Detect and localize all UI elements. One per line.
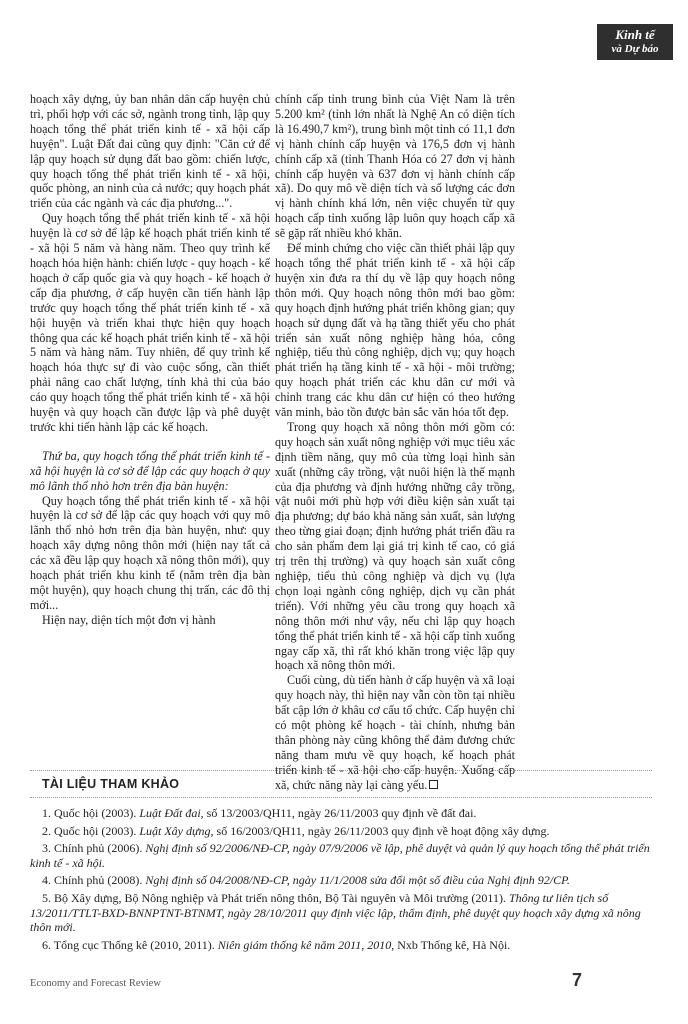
reference-item: 2. Quốc hội (2003). Luật Xây dựng, số 16/2003/QH11, ngày 26/11/2003 quy định về hoạt động xây dựng.	[42, 823, 550, 838]
right-paragraph-2: Để minh chứng cho việc cần thiết phải lập quy hoạch tổng thể phát triển kinh tế - xã hội cấp huyện xin đưa ra thí dụ về lập quy hoạch nông thôn mới. Quy hoạch nông thôn mới bao gồm: quy hoạch định hướng phát triển không gian; quy hoạch sử dụng đất và hạ tầng thiết yếu cho phát triển sản xuất nông nghiệp hàng hóa, công nghiệp, tiểu thủ công nghiệp, dịch vụ; quy hoạch phát triển hạ tầng kinh tế - xã hội - môi trường; quy hoạch phát triển các khu dân cư mới và chỉnh trang các khu dân cư hiện có theo hướng văn minh, bảo tồn được bản sắc văn hóa tốt đẹp.	[275, 241, 515, 420]
reference-item: 4. Chính phủ (2008). Nghị định số 04/2008/NĐ-CP, ngày 11/1/2008 sửa đổi một số điều của Nghị định 92/CP.	[42, 873, 570, 888]
references-list	[30, 806, 652, 952]
right-paragraph-3: Trong quy hoạch xã nông thôn mới gồm có: quy hoạch sản xuất nông nghiệp với mục tiêu xác định tiềm năng, quy mô của từng loại hình sản xuất (những cây trồng, vật nuôi hiện là thế mạnh của địa phương và định hướng những cây trồng, vật nuôi mới phù hợp với điều kiện sản xuất tại địa phương; dự báo khả năng sản xuất, sản lượng theo từng giai đoạn; định hướng phát triển đầu ra cho sản phẩm đem lại giá trị kinh tế cao, có giá trị trên thị trường) và quy hoạch sản xuất công nghiệp, tiểu thủ công nghiệp và dịch vụ (lựa chọn loại ngành công nghiệp, dịch vụ cần phát triển). Với những yêu cầu trong quy hoạch xã nông thôn mới như vậy, nếu chỉ lập quy hoạch tổng thể phát triển kinh tế - xã hội cấp tỉnh xuống ngay cấp xã, thì rất khó khăn trong việc lập quy hoạch xã nông thôn mới.	[275, 419, 515, 673]
page-number: 7	[572, 970, 583, 990]
references-top-rule	[30, 770, 652, 771]
journal-footer: Economy and Forecast Review	[30, 978, 161, 989]
references-section	[30, 770, 652, 955]
left-section-heading: Thứ ba, quy hoạch tổng thể phát triển kinh tế - xã hội huyện là cơ sở để lập các quy hoạch ở quy mô lãnh thổ nhỏ hơn trên địa bàn huyện:	[30, 448, 270, 493]
logo-line-1: Kinh tế	[615, 27, 655, 42]
right-paragraph-4-text: Cuối cùng, dù tiến hành ở cấp huyện và xã loại quy hoạch này, thì hiện nay vẫn còn tồn tại nhiều bất cập lớn ở khâu cơ cấu tổ chức. Cấp huyện chỉ có một phòng kế hoạch - tài chính, nhưng bản thân phòng này cũng không thể đảm đương chức năng tham mưu về quy hoạch, kế hoạch phát triển kinh tế - xã hội cho cấp huyện. Xuống cấp xã, chức năng này lại càng yếu.	[275, 673, 515, 792]
reference-item: 5. Bộ Xây dựng, Bộ Nông nghiệp và Phát triển nông thôn, Bộ Tài nguyên và Môi trường (2011). Thông tư liên tịch số 13/2011/TTLT-BXD-BNNPTNT-BTNMT, ngày 28/10/2011 quy định việc lập, thẩm định, phê duyệt quy hoạch xây dựng xã nông thôn mới.	[30, 890, 641, 935]
left-column	[30, 92, 270, 628]
reference-item: 3. Chính phủ (2006). Nghị định số 92/2006/NĐ-CP, ngày 07/9/2006 về lập, phê duyệt và quản lý quy hoạch tổng thể phát triển kinh tế - xã hội.	[30, 841, 650, 870]
left-paragraph-4: Quy hoạch tổng thể phát triển kinh tế - xã hội huyện là cơ sở để lập các quy hoạch với quy mô lãnh thổ nhỏ hơn trên địa bàn huyện, như: quy hoạch xây dựng nông thôn mới (hiện nay tất cả các xã đều lập quy hoạch xã nông thôn mới), quy hoạch phát triển khu kinh tế (nằm trên địa bàn một huyện), quy hoạch chung thị trấn, các đô thị mới...	[30, 493, 270, 612]
journal-logo	[597, 24, 673, 60]
reference-item: 1. Quốc hội (2003). Luật Đất đai, số 13/2003/QH11, ngày 26/11/2003 quy định về đất đai.	[42, 806, 477, 820]
right-paragraph-1: chính cấp tỉnh trung bình của Việt Nam là trên 5.200 km² (tỉnh lớn nhất là Nghệ An có diện tích là 16.490,7 km²), trung bình một tỉnh có 11,1 đơn vị hành chính cấp huyện và 176,5 đơn vị hành chính cấp xã (tỉnh Thanh Hóa có 27 đơn vị hành chính cấp huyện và 637 đơn vị hành chính cấp xã). Do quy mô về diện tích và số lượng các đơn vị hành chính khá lớn, nên việc chuyển từ quy hoạch cấp tỉnh xuống lập luôn quy hoạch cấp xã sẽ gặp rất nhiều khó khăn.	[275, 92, 515, 241]
references-title: TÀI LIỆU THAM KHẢO	[30, 777, 652, 798]
logo-line-2: và Dự báo	[611, 43, 659, 55]
left-paragraph-2: Quy hoạch tổng thể phát triển kinh tế - xã hội huyện là cơ sở để lập kế hoạch phát triển kinh tế - xã hội 5 năm và hàng năm. Theo quy trình kế hoạch hóa hiện hành: chiến lược - quy hoạch - kế hoạch ở cấp quốc gia và quy hoạch - kế hoạch ở cấp địa phương, ở cấp huyện cần tiến hành lập trước quy hoạch tổng thể phát triển kinh tế - xã hội huyện và triển khai thực hiện quy hoạch thông qua các kế hoạch phát triển kinh tế - xã hội 5 năm và hàng năm. Tuy nhiên, để quy trình kế hoạch hóa thực sự đi vào cuộc sống, cần thiết phải nâng cao chất lượng, tính khả thi của báo cáo quy hoạch tổng thể phát triển kinh tế - xã hội huyện và quy hoạch cần được lập và phê duyệt trước khi tiến hành lập các kế hoạch.	[30, 211, 270, 434]
right-column	[275, 92, 515, 793]
left-paragraph-5: Hiện nay, diện tích một đơn vị hành	[42, 612, 216, 627]
left-paragraph-1: hoạch xây dựng, ủy ban nhân dân cấp huyện chủ trì, phối hợp với các sở, ngành trong tỉnh, lập quy hoạch tổng thể phát triển kinh tế - xã hội cấp huyện". Luật Đất đai cũng quy định: "Căn cứ để lập quy hoạch sử dụng đất bao gồm: chiến lược, quy hoạch tổng thể phát triển kinh tế - xã hội, quốc phòng, an ninh của cả nước; quy hoạch phát triển của các ngành và các địa phương...".	[30, 92, 270, 211]
reference-item: 6. Tổng cục Thống kê (2010, 2011). Niên giám thống kê năm 2011, 2010, Nxb Thống kê, Hà Nội.	[42, 937, 511, 952]
